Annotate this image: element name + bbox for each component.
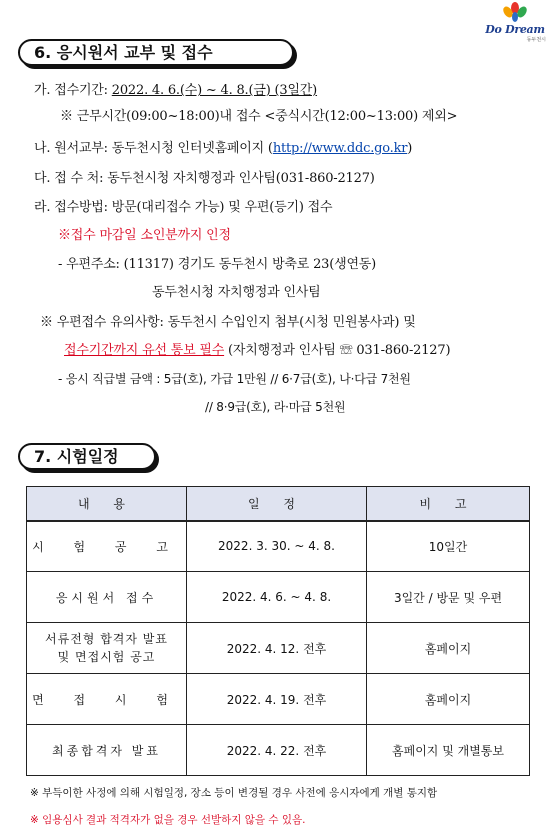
address-line-2: 동두천시청 자치행정과 인사팀	[152, 285, 321, 300]
mail-note-required: 접수기간까지 유선 통보 필수	[64, 343, 225, 358]
row-item-line-2: 및 면접시험 공고	[57, 650, 156, 664]
period-value: 2022. 4. 6.(수) ~ 4. 8.(금) (3일간)	[111, 83, 318, 98]
period-line	[34, 82, 317, 100]
row-note: 홈페이지	[367, 623, 530, 674]
exam-schedule-table	[26, 486, 530, 776]
distribution-line	[34, 140, 412, 158]
row-date: 2022. 4. 19. 전후	[187, 674, 367, 725]
section-6-title: 6. 응시원서 교부 및 접수	[18, 39, 294, 66]
row-date: 2022. 3. 30. ~ 4. 8.	[187, 521, 367, 572]
table-row	[27, 521, 530, 572]
table-row	[27, 674, 530, 725]
method-line: 라. 접수방법: 방문(대리접수 가능) 및 우편(등기) 접수	[34, 200, 333, 215]
homepage-link[interactable]: http://www.ddc.go.kr	[272, 141, 408, 156]
row-item: 응시원서 접수	[27, 572, 187, 623]
row-item: 최종합격자 발표	[27, 725, 187, 776]
row-date: 2022. 4. 12. 전후	[187, 623, 367, 674]
logo-subtext: 동두천시	[526, 37, 546, 43]
header-remarks: 비 고	[367, 487, 530, 521]
mail-note-contact: (자치행정과 인사팀 ☏ 031-860-2127)	[224, 343, 451, 358]
header-content: 내 용	[27, 487, 187, 521]
fee-line-2: // 8·9급(호), 라·마급 5천원	[205, 400, 346, 414]
row-item	[27, 623, 187, 674]
row-note: 10일간	[367, 521, 530, 572]
period-label: 가. 접수기간:	[34, 83, 112, 98]
address-line-1: - 우편주소: (11317) 경기도 동두천시 방축로 23(생연동)	[58, 257, 377, 272]
row-note: 3일간 / 방문 및 우편	[367, 572, 530, 623]
deadline-note: ※접수 마감일 소인분까지 인정	[58, 228, 231, 243]
section-7-title: 7. 시험일정	[18, 443, 156, 470]
office-line: 다. 접 수 처: 동두천시청 자치행정과 인사팀(031-860-2127)	[34, 171, 375, 186]
schedule-change-note: ※ 부득이한 사정에 의해 시험일정, 장소 등이 변경될 경우 사전에 응시자에게 개별 통지함	[30, 787, 438, 799]
logo-text: Do Dream	[485, 23, 545, 36]
table-header-row	[27, 487, 530, 521]
table-row	[27, 623, 530, 674]
hours-note: ※ 근무시간(09:00~18:00)내 접수 <중식시간(12:00~13:00) 제외>	[60, 109, 458, 124]
table-row	[27, 725, 530, 776]
header-schedule: 일 정	[187, 487, 367, 521]
row-date: 2022. 4. 6. ~ 4. 8.	[187, 572, 367, 623]
mail-note-line-2	[64, 342, 450, 360]
row-date: 2022. 4. 22. 전후	[187, 725, 367, 776]
no-eligible-note: ※ 임용심사 결과 적격자가 없을 경우 선발하지 않을 수 있음.	[30, 814, 306, 826]
row-item: 시 험 공 고	[27, 521, 187, 572]
row-note: 홈페이지 및 개별통보	[367, 725, 530, 776]
distribution-close: )	[407, 141, 413, 156]
table-row	[27, 572, 530, 623]
mail-note-line-1: ※ 우편접수 유의사항: 동두천시 수입인지 첨부(시청 민원봉사과) 및	[40, 315, 416, 330]
distribution-label: 나. 원서교부: 동두천시청 인터넷홈페이지 (	[34, 141, 273, 156]
row-item-line-1: 서류전형 합격자 발표	[45, 632, 168, 646]
do-dream-logo	[482, 2, 548, 42]
row-note: 홈페이지	[367, 674, 530, 725]
fee-line-1: - 응시 직급별 금액 : 5급(호), 가급 1만원 // 6·7급(호), 나·다급 7천원	[58, 372, 411, 386]
row-item: 면 접 시 험	[27, 674, 187, 725]
flower-logo-icon	[500, 2, 530, 24]
